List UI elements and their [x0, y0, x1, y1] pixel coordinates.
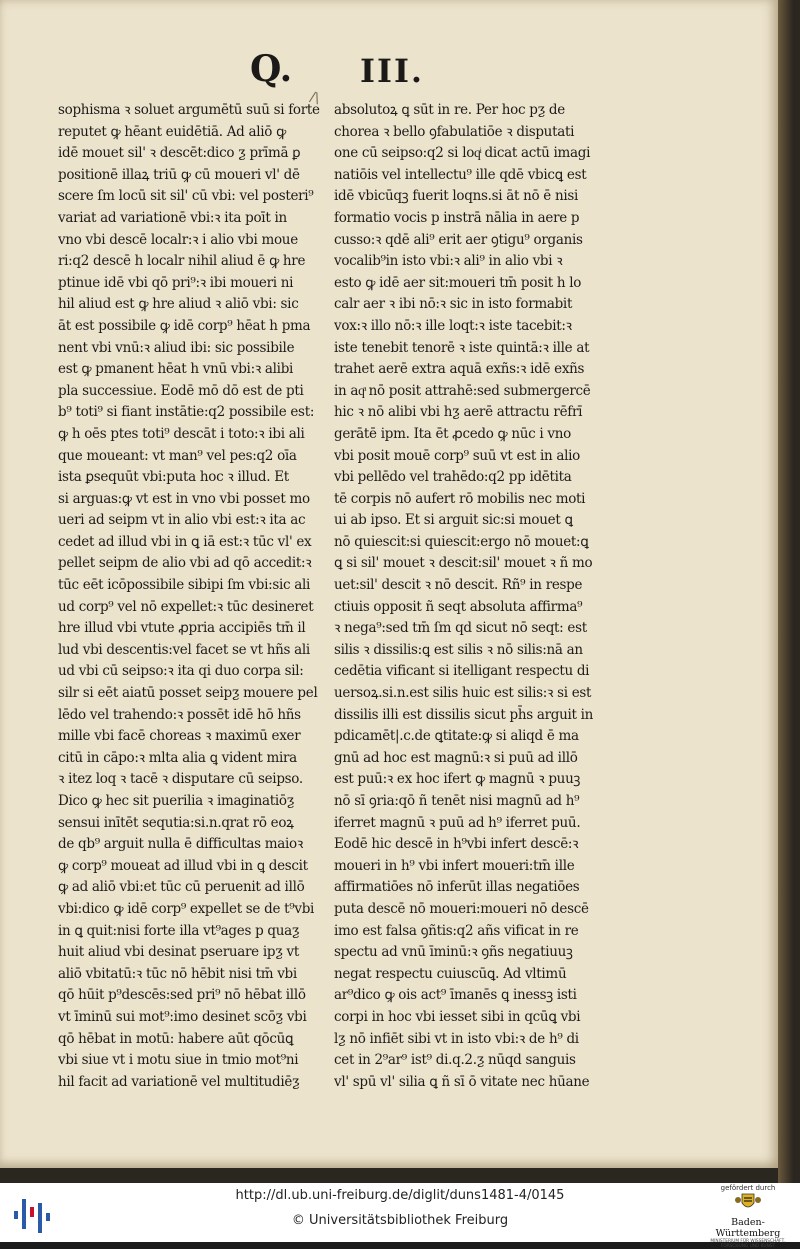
text-line: vbi siue vt i motu siue in tmio mot⁹ni	[58, 1052, 299, 1069]
text-line: scere ſm locū sit sil' cū vbi: vel posteri⁹	[58, 188, 314, 205]
text-line: pla successiue. Eodē mō dō est de pti	[58, 382, 304, 399]
text-line: esto ꝙ idē aer sit:moueri tm̄ posit h lo	[334, 274, 582, 291]
text-line: trahet aerē extra aquā exñs:ꝛ idē exñs	[334, 361, 585, 378]
text-line: silis ꝛ dissilis:ꝗ est silis ꝛ nō silis:nā an	[334, 641, 583, 658]
text-line: ptinue idē vbi qō pri⁹:ꝛ ibi moueri ni	[58, 274, 294, 291]
sponsor-logo	[702, 1184, 794, 1249]
right-text-column	[334, 100, 596, 1093]
text-line: affirmatiōes nō inferūt illas negatiōes	[334, 879, 580, 896]
text-line: b⁹ toti⁹ si fiant instātie:q2 possibile est:	[58, 404, 315, 421]
text-line: aliō vbitatū:ꝛ tūc nō hēbit nisi tm̄ vbi	[58, 965, 297, 982]
text-line: ctiuis opposit ñ seqt absoluta affirma⁹	[334, 598, 583, 615]
text-line: ꝛ itez loq ꝛ tacē ꝛ disputare cū seipso.	[58, 771, 303, 788]
text-line: cedet ad illud vbi in ꝗ iā est:ꝛ tūc vl' ex	[58, 533, 312, 550]
text-line: mille vbi facē choreas ꝛ maximū exer	[58, 728, 301, 745]
text-line: ꝙ h oēs ptes toti⁹ descāt i toto:ꝛ ibi ali	[58, 425, 305, 442]
text-line: sophisma ꝛ soluet argumētū suū si forte	[58, 102, 320, 118]
sponsor-ministry: MINISTERIUM FÜR WISSENSCHAFT, FORSCHUNG UND KUNST	[710, 1239, 786, 1249]
text-line: idē mouet sil' ꝛ descēt:dico ƺ prīmā ꝑ	[58, 145, 301, 162]
text-line: puta descē nō moueri:moueri nō descē	[334, 900, 589, 917]
text-line: hic ꝛ nō alibi vbi hƺ aerē attractu rēfrī	[334, 404, 583, 421]
text-line: vl' spū vl' silia ꝗ ñ sī ō vitate nec hūane	[334, 1073, 590, 1090]
text-line: Dico ꝙ hec sit puerilia ꝛ imaginatiōƺ	[58, 793, 295, 809]
text-line: vocalib⁹in isto vbi:ꝛ ali⁹ in alio vbi ꝛ	[334, 253, 563, 270]
text-line: vbi:dico ꝙ idē corp⁹ expellet se de t⁹vbi	[58, 900, 315, 917]
text-line: est ꝙ pmanent hēat h vnū vbi:ꝛ alibi	[58, 361, 294, 378]
text-line: lƺ nō infiēt sibi vt in isto vbi:ꝛ de h⁹ di	[334, 1030, 579, 1047]
text-line: in ꝗ quit:nisi forte illa vt⁹ages p quaƺ	[58, 922, 300, 939]
text-line: one cū seipso:q2 si loqͥ dicat actū imagi	[334, 145, 591, 162]
folio-number: III.	[360, 52, 425, 90]
text-line: lud vbi descentis:vel facet se vt hñs ali	[58, 641, 310, 658]
text-line: gnū ad hoc est magnū:ꝛ si puū ad illō	[334, 749, 578, 766]
text-line: est puū:ꝛ ex hoc ifert ꝙ magnū ꝛ puuꝫ	[334, 771, 581, 788]
page-url-link[interactable]: http://dl.ub.uni-freiburg.de/diglit/duns1481-4/0145	[235, 1188, 565, 1203]
signature-mark: Q.	[250, 48, 293, 90]
page-edge-shadow	[778, 0, 800, 1183]
text-line: cusso:ꝛ qdē ali⁹ erit aer ꝯtigu⁹ organis	[334, 231, 583, 248]
text-line: ꝗ si sil' mouet ꝛ descit:sil' mouet ꝛ ñ mo	[334, 555, 593, 572]
text-line: hil aliud est ꝙ hre aliud ꝛ aliō vbi: sic	[58, 296, 299, 313]
text-line: hre illud vbi vtute ꝓpria accipiēs tm̄ il	[58, 620, 306, 637]
text-line: nō sī ꝯria:qō ñ tenēt nisi magnū ad h⁹	[334, 793, 580, 809]
text-line: cet in 2⁹ar⁹ ist⁹ di.q.2.ƺ nūqd sanguis	[334, 1052, 576, 1069]
footer-bar	[0, 1183, 800, 1249]
text-line: vt īminū sui mot⁹:imo desinet scōƺ vbi	[58, 1008, 307, 1025]
text-line: tē corpis nō aufert rō mobilis nec moti	[334, 490, 586, 507]
text-line: natiōis vel intellectu⁹ ille qdē vbicꝗ est	[334, 166, 587, 183]
text-line: absolutoꝝ ꝗ sūt in re. Per hoc pƺ de	[334, 102, 565, 118]
text-line: citū in cāpo:ꝛ mlta alia ꝗ vident mira	[58, 749, 297, 766]
text-line: tūc eēt icōpossibile sibipi ſm vbi:sic ali	[58, 577, 311, 594]
text-line: ista ꝑsequūt vbi:puta hoc ꝛ illud. Et	[58, 469, 289, 486]
text-line: iferret magnū ꝛ puū ad h⁹ iferret puū.	[334, 814, 581, 831]
text-line: hil facit ad variationē vel multitudiēƺ	[58, 1073, 300, 1090]
text-line: pellet seipm de alio vbi ad qō accedit:ꝛ	[58, 555, 312, 572]
text-line: que moueant: vt man⁹ vel pes:q2 oīa	[58, 447, 297, 464]
text-line: dissilis illi est dissilis sicut ph̄s arguit in	[334, 706, 594, 723]
text-line: iste tenebit tenorē ꝛ iste quintā:ꝛ ille at	[334, 339, 590, 356]
text-line: ꝙ ad aliō vbi:et tūc cū peruenit ad illō	[58, 879, 305, 896]
text-line: formatio vocis p instrā nālia in aere p	[334, 209, 580, 226]
text-line: Eodē hic descē in h⁹vbi infert descē:ꝛ	[334, 836, 579, 853]
text-line: gerātē ipm. Ita ēt ꝓcedo ꝙ nūc i vno	[334, 425, 571, 442]
copyright-text: © Universitätsbibliothek Freiburg	[291, 1213, 509, 1228]
text-line: calr aer ꝛ ibi nō:ꝛ sic in isto formabit	[334, 296, 573, 313]
text-line: āt est possibile ꝙ idē corp⁹ hēat h pma	[58, 317, 311, 334]
sponsor-top-text: gefördert durch	[720, 1184, 776, 1192]
text-line: pdicamēt|.c.de ꝗtitate:ꝙ si aliqd ē ma	[334, 728, 579, 745]
text-line: in aqͣ nō posit attrahē:sed submergercē	[334, 382, 591, 399]
text-line: ui ab ipso. Et si arguit sic:si mouet ꝗ	[334, 512, 573, 529]
sponsor-name: Baden-Württemberg	[715, 1217, 781, 1239]
text-line: silr si eēt aiatū posset seipƺ mouere pel	[58, 685, 318, 702]
text-line: ꝙ corp⁹ moueat ad illud vbi in ꝗ descit	[58, 857, 308, 874]
text-line: de qb⁹ arguit nulla ē difficultas maioꝛ	[58, 836, 303, 853]
text-line: cedētia vificant si itelligant respectu di	[334, 663, 590, 680]
text-line: negat respectu cuiuscūꝗ. Ad vltimū	[334, 965, 567, 982]
text-line: spectu ad vnū īminū:ꝛ ꝯñs negatiuuꝫ	[334, 944, 573, 961]
text-line: qō hūit p⁹descēs:sed pri⁹ nō hēbat illō	[58, 987, 306, 1004]
text-line: ueri ad seipm vt in alio vbi est:ꝛ ita ac	[58, 512, 306, 529]
text-line: reputet ꝙ hēant euidētiā. Ad aliō ꝙ	[58, 123, 286, 140]
text-line: vbi pellēdo vel trahēdo:q2 pp idētita	[334, 469, 572, 486]
text-line: nent vbi vnū:ꝛ aliud ibi: sic possibile	[58, 339, 295, 356]
text-line: vox:ꝛ illo nō:ꝛ ille loqt:ꝛ iste tacebit:ꝛ	[334, 317, 572, 334]
text-line: lēdo vel trahendo:ꝛ possēt idē hō hñs	[58, 706, 301, 723]
text-line: ar⁹dico ꝙ ois act⁹ īmanēs ꝗ inessꝫ isti	[334, 987, 577, 1004]
text-line: qō hēbat in motū: habere aūt qōcūꝗ	[58, 1030, 294, 1047]
text-line: vbi posit mouē corp⁹ suū vt est in alio	[334, 447, 581, 464]
margin-note: /\	[308, 89, 322, 107]
text-line: ud vbi cū seipso:ꝛ ita qi duo corpa sil:	[58, 663, 304, 680]
text-line: huit aliud vbi desinat pseruare ipƺ vt	[58, 944, 299, 961]
text-line: nō quiescit:si quiescit:ergo nō mouet:ꝗ	[334, 533, 589, 550]
text-line: vno vbi descē localr:ꝛ i alio vbi moue	[58, 231, 298, 248]
text-line: corpi in hoc vbi iesset sibi in qcūꝗ vbi	[334, 1008, 581, 1025]
page-header	[250, 48, 450, 94]
text-line: idē vbicūqꝫ fuerit loqns.si āt nō ē nisi	[334, 188, 579, 205]
text-line: uersoꝝ.si.n.est silis huic est silis:ꝛ si est	[334, 685, 592, 702]
text-line: moueri in h⁹ vbi infert moueri:tm̄ ille	[334, 857, 575, 874]
text-line: positionē illaꝝ triū ꝙ cū moueri vl' dē	[58, 166, 300, 183]
text-line: chorea ꝛ bello ꝯfabulatiōe ꝛ disputati	[334, 123, 575, 140]
text-line: si arguas:ꝙ vt est in vno vbi posset mo	[58, 490, 310, 507]
text-line: sensui inītēt sequtia:si.n.qrat rō eoꝝ	[58, 814, 294, 831]
text-line: ꝛ nega⁹:sed tm̄ ſm qd sicut nō seqt: est	[334, 620, 587, 637]
text-line: imo est falsa ꝯñtis:q2 añs vificat in re	[334, 922, 579, 939]
text-line: uet:sil' descit ꝛ nō descit. Rñ⁹ in respe	[334, 577, 583, 594]
text-line: ud corp⁹ vel nō expellet:ꝛ tūc desineret	[58, 598, 314, 615]
left-text-column	[58, 100, 320, 1093]
text-line: ri:q2 descē h localr nihil aliud ē ꝙ hre	[58, 253, 306, 270]
text-line: variat ad variationē vbi:ꝛ ita poīt in	[58, 209, 287, 226]
coat-of-arms-icon	[733, 1192, 763, 1212]
